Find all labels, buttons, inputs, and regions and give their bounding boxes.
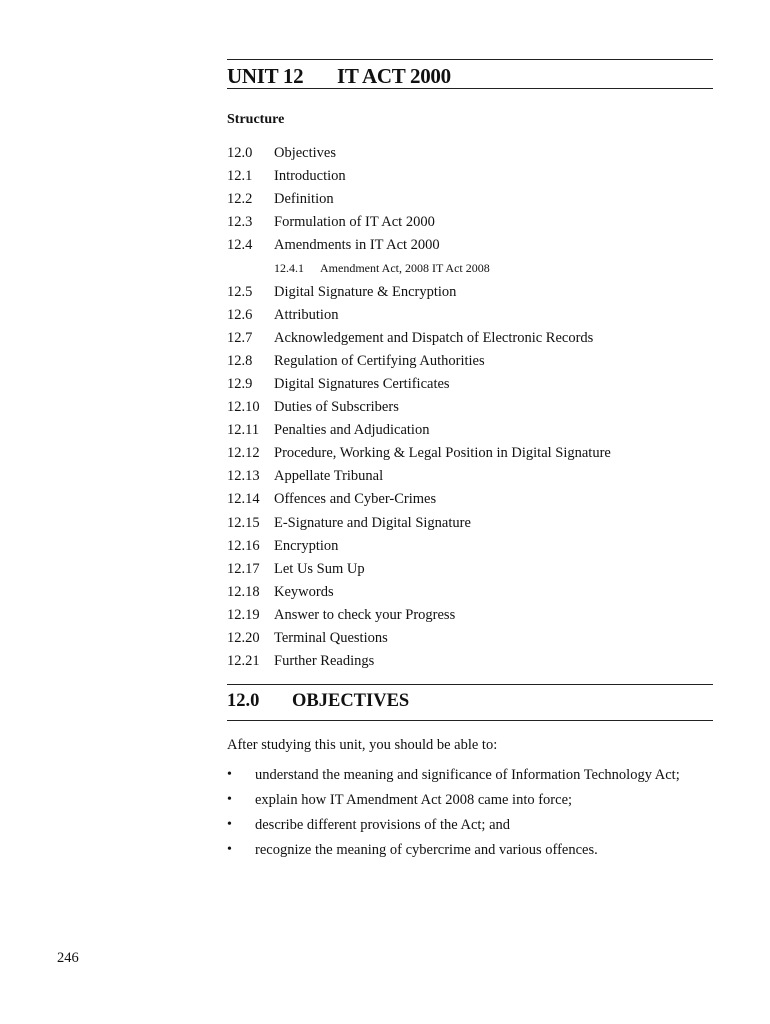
list-item-text: explain how IT Amendment Act 2008 came into force; [255, 792, 573, 808]
toc-item-title: Introduction [274, 168, 346, 185]
toc-item [227, 628, 713, 651]
list-item-text: describe different provisions of the Act; and [255, 817, 511, 833]
toc-item-number: 12.20 [227, 629, 260, 646]
toc-item-number: 12.6 [227, 306, 253, 323]
toc-item [227, 559, 713, 582]
toc-item-number: 12.21 [227, 653, 260, 670]
toc-item [227, 235, 713, 258]
toc-item [227, 651, 713, 674]
list-item-text: recognize the meaning of cybercrime and various offences. [255, 842, 598, 858]
unit-name: IT ACT 2000 [337, 64, 451, 88]
toc-item [227, 489, 713, 512]
page-number: 246 [57, 950, 79, 966]
toc-item-title: Answer to check your Progress [274, 606, 456, 623]
toc-item-title: Appellate Tribunal [274, 468, 384, 485]
toc-item-title: Keywords [274, 583, 334, 600]
toc-item-number: 12.17 [227, 560, 260, 577]
toc-item-title: Formulation of IT Act 2000 [274, 214, 435, 231]
toc-item-number: 12.3 [227, 214, 253, 231]
toc-item-number: 12.8 [227, 352, 253, 369]
toc-item [227, 189, 713, 212]
toc-item-number: 12.2 [227, 191, 253, 208]
toc-item-title: Definition [274, 191, 334, 208]
toc-item-title: Let Us Sum Up [274, 560, 365, 577]
toc-item-number: 12.19 [227, 606, 260, 623]
list-item [227, 816, 713, 834]
list-item-text: understand the meaning and significance of Information Technology Act; [255, 767, 680, 783]
toc-item-title: Amendment Act, 2008 IT Act 2008 [320, 261, 490, 276]
toc-item-number: 12.7 [227, 329, 253, 346]
toc-item-title: Attribution [274, 306, 339, 323]
toc-item-title: Procedure, Working & Legal Position in Digital Signature [274, 445, 611, 462]
toc-item-number: 12.11 [227, 422, 260, 439]
toc-item [227, 328, 713, 351]
toc-subitem [227, 258, 713, 281]
list-item [227, 766, 713, 784]
toc-item [227, 605, 713, 628]
toc-item-title: Amendments in IT Act 2000 [274, 237, 440, 254]
unit-header [227, 59, 713, 89]
list-item [227, 841, 713, 859]
section-header [227, 684, 713, 721]
toc-item-title: Further Readings [274, 653, 375, 670]
unit-number: UNIT 12 [227, 64, 304, 88]
toc-item-number: 12.5 [227, 283, 253, 300]
toc-item-number: 12.4 [227, 237, 253, 254]
table-of-contents [227, 143, 713, 674]
toc-item-title: Duties of Subscribers [274, 399, 399, 416]
section-number: 12.0 [227, 691, 260, 711]
toc-item-number: 12.9 [227, 375, 253, 392]
toc-item-title: Acknowledgement and Dispatch of Electronic Records [274, 329, 594, 346]
toc-item [227, 282, 713, 305]
list-item [227, 791, 713, 809]
toc-item-number: 12.14 [227, 491, 260, 508]
toc-item [227, 143, 713, 166]
toc-item-title: E-Signature and Digital Signature [274, 514, 471, 531]
objectives-list [227, 766, 713, 866]
toc-item-number: 12.13 [227, 468, 260, 485]
toc-item [227, 397, 713, 420]
bullet-icon: • [227, 792, 232, 807]
toc-item-title: Digital Signature & Encryption [274, 283, 457, 300]
toc-item-title: Encryption [274, 537, 339, 554]
toc-item [227, 582, 713, 605]
toc-item-number: 12.15 [227, 514, 260, 531]
toc-item-title: Regulation of Certifying Authorities [274, 352, 485, 369]
toc-item-number: 12.10 [227, 399, 260, 416]
toc-item-number: 12.0 [227, 145, 253, 161]
unit-title [227, 64, 451, 89]
bullet-icon: • [227, 767, 232, 782]
toc-item [227, 513, 713, 536]
toc-item [227, 212, 713, 235]
toc-item-title: Terminal Questions [274, 629, 388, 646]
toc-item [227, 305, 713, 328]
toc-item [227, 536, 713, 559]
toc-item-title: Penalties and Adjudication [274, 422, 430, 439]
toc-item-title: Objectives [274, 145, 337, 161]
bullet-icon: • [227, 842, 232, 857]
toc-item-title: Offences and Cyber-Crimes [274, 491, 437, 508]
toc-item [227, 374, 713, 397]
toc-item-number: 12.1 [227, 168, 253, 185]
structure-heading: Structure [227, 112, 285, 127]
toc-item [227, 420, 713, 443]
toc-item-number: 12.16 [227, 537, 260, 554]
objectives-intro: After studying this unit, you should be able to: [227, 737, 498, 753]
toc-item-number: 12.4.1 [274, 261, 304, 276]
toc-item [227, 443, 713, 466]
bullet-icon: • [227, 817, 232, 832]
toc-item-title: Digital Signatures Certificates [274, 375, 450, 392]
section-title: OBJECTIVES [292, 691, 410, 711]
toc-item [227, 166, 713, 189]
toc-item-number: 12.12 [227, 445, 260, 462]
toc-item [227, 466, 713, 489]
toc-item-number: 12.18 [227, 583, 260, 600]
toc-item [227, 351, 713, 374]
